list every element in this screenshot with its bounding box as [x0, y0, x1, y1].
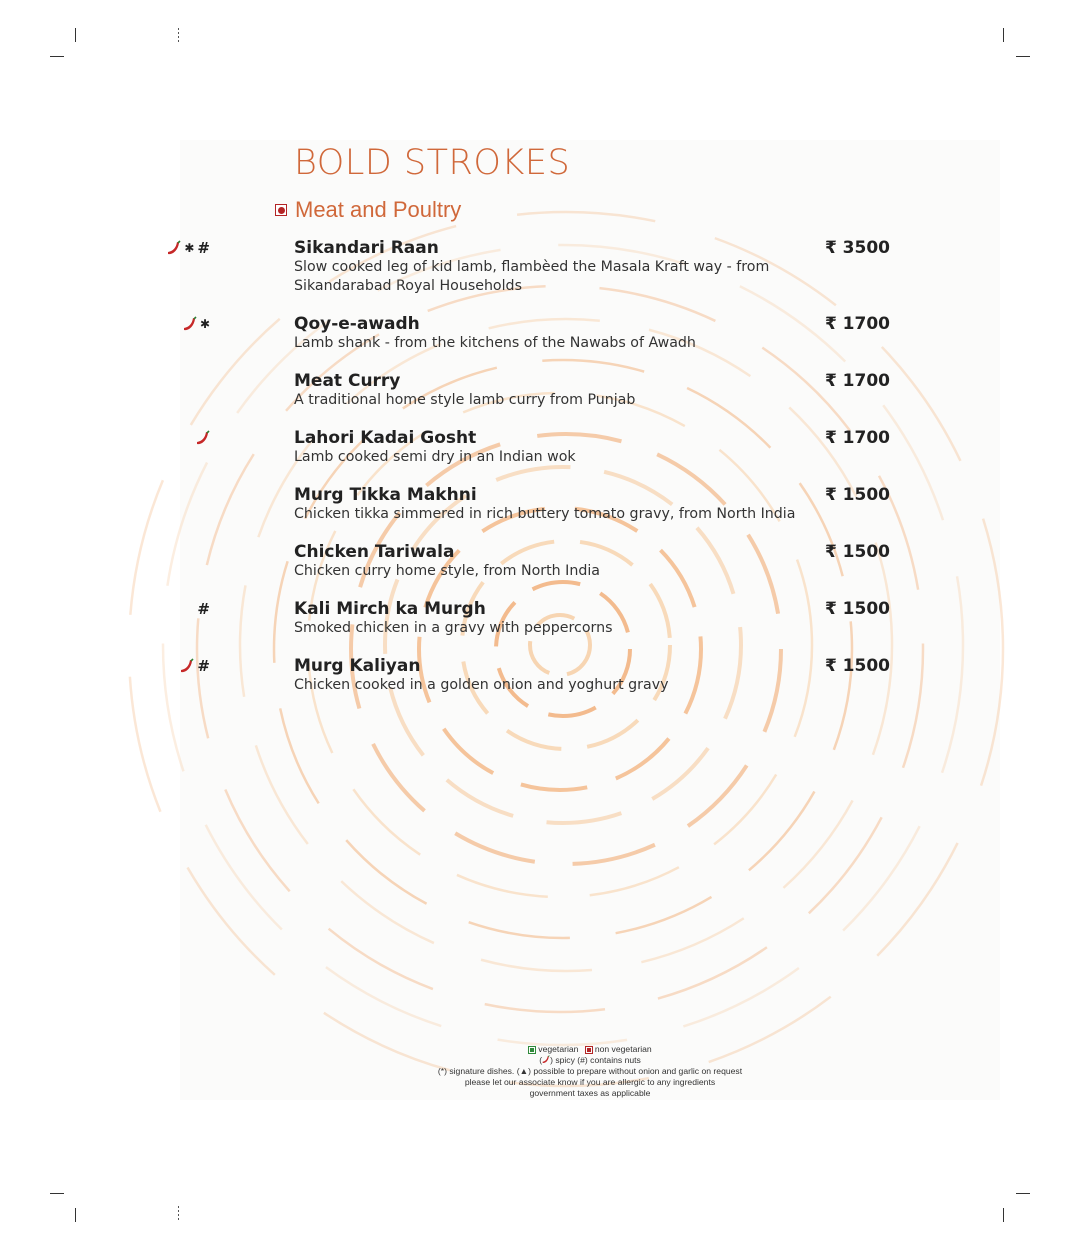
item-description: Lamb cooked semi dry in an Indian wok [294, 449, 576, 465]
crop-mark [50, 1193, 64, 1194]
section-title: Meat and Poultry [295, 197, 462, 222]
crop-mark [50, 56, 64, 57]
item-description: Smoked chicken in a gravy with peppercorns [294, 620, 613, 636]
item-name: Murg Tikka Makhni [294, 485, 477, 505]
item-markers [196, 428, 210, 448]
legend-nonveg: non vegetarian [594, 1044, 652, 1054]
item-description: Chicken curry home style, from North India [294, 563, 601, 579]
item-price: ₹ 1500 [824, 656, 890, 676]
item-markers [180, 656, 210, 676]
item-markers [183, 314, 210, 334]
item-name: Murg Kaliyan [294, 656, 421, 676]
item-price: ₹ 1500 [824, 485, 890, 505]
nuts-hash-icon: # [197, 239, 210, 257]
chili-icon [196, 430, 210, 446]
signature-star-icon: ✱ [184, 241, 195, 255]
nonveg-icon [585, 1046, 593, 1054]
nuts-hash-icon: # [197, 600, 210, 618]
crop-mark [1003, 28, 1004, 42]
item-name: Kali Mirch ka Murgh [294, 599, 486, 619]
item-price: ₹ 1700 [824, 314, 890, 334]
crop-mark [75, 1208, 76, 1222]
item-description: Chicken tikka simmered in rich buttery tomato gravy, from North India [294, 506, 796, 522]
item-markers [197, 599, 210, 619]
item-name: Sikandari Raan [294, 238, 439, 258]
legend-taxes: government taxes as applicable [529, 1088, 651, 1098]
item-price: ₹ 3500 [824, 238, 890, 258]
page-title: BOLD STROKES [294, 143, 571, 183]
item-name: Qoy-e-awadh [294, 314, 420, 334]
item-description: Lamb shank - from the kitchens of the Nawabs of Awadh [294, 335, 696, 351]
crop-mark [1016, 1193, 1030, 1194]
chili-icon [167, 240, 181, 256]
crop-mark [1003, 1208, 1004, 1222]
chili-icon [180, 658, 194, 674]
item-price: ₹ 1700 [824, 428, 890, 448]
item-name: Lahori Kadai Gosht [294, 428, 477, 448]
legend-veg: vegetarian [538, 1044, 579, 1054]
item-name: Chicken Tariwala [294, 542, 455, 562]
legend-allergy: please let our associate know if you are allergic to any ingredients [464, 1077, 716, 1087]
crop-mark [1016, 56, 1030, 57]
item-price: ₹ 1700 [824, 371, 890, 391]
section-header [275, 196, 461, 224]
legend-spicy-nuts: spicy (#) contains nuts [555, 1055, 641, 1065]
crop-mark [178, 1206, 179, 1222]
item-markers [167, 238, 210, 258]
legend-signature: (*) signature dishes. (▲) possible to prepare without onion and garlic on request [437, 1066, 743, 1076]
ring-1 [496, 582, 630, 716]
item-price: ₹ 1500 [824, 542, 890, 562]
legend: vegetarian non vegetarian ( ) spicy (#) contains nuts (*) signature dishes. (▲) possible to prepare without onion and garlic on request please let our associate know if you are allergic to any ingredients government taxes as applicable [380, 1044, 800, 1099]
item-price: ₹ 1500 [824, 599, 890, 619]
item-description: A traditional home style lamb curry from Punjab [294, 392, 636, 408]
crop-mark [178, 28, 179, 44]
chili-icon [542, 1055, 550, 1064]
veg-icon [528, 1046, 536, 1054]
nuts-hash-icon: # [197, 657, 210, 675]
ring-10 [163, 245, 963, 1045]
item-description: Slow cooked leg of kid lamb, flambèed the Masala Kraft way - from Sikandarabad Royal Households [294, 259, 770, 294]
signature-star-icon: ✱ [199, 317, 210, 331]
crop-mark [75, 28, 76, 42]
item-name: Meat Curry [294, 371, 401, 391]
ring-8 [240, 319, 892, 971]
nonveg-icon [275, 204, 287, 216]
item-description: Chicken cooked in a golden onion and yoghurt gravy [294, 677, 669, 693]
chili-icon [183, 316, 197, 332]
